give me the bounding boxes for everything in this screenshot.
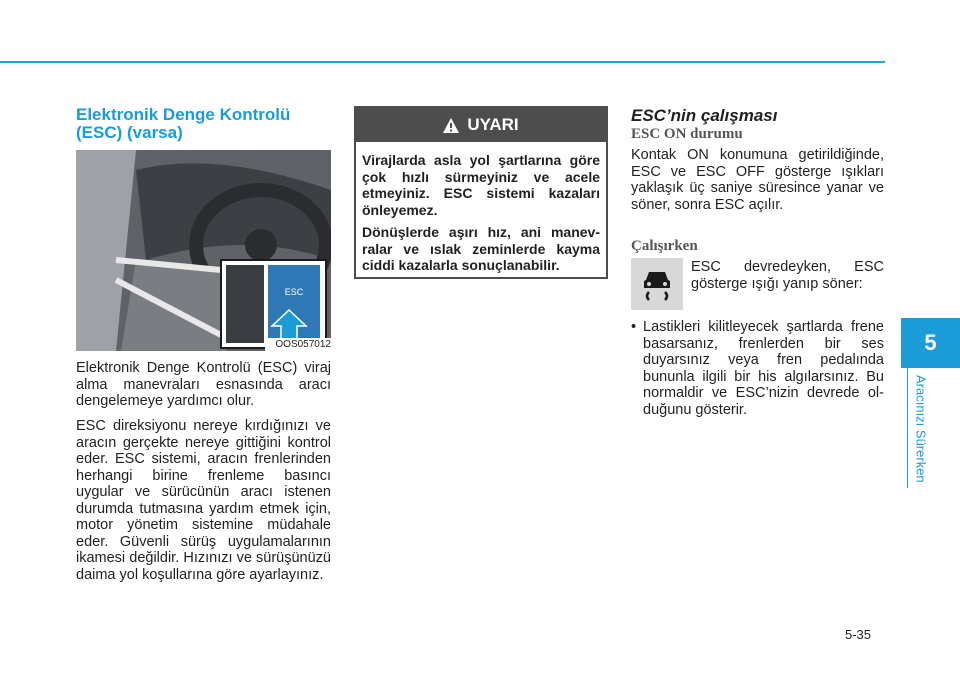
esc-on-paragraph: Kontak ON konumuna getirildiğinde, ESC ve ESC OFF gösterge ışıkları yaklaşık üç saniye süresince yanar ve söner, sonra ESC açılır.	[631, 147, 884, 213]
dashboard-illustration	[76, 150, 331, 351]
image-code: OOS057012	[265, 338, 331, 351]
warning-text-2: Dönüşlerde aşırı hız, ani manevralar ve ıslak zeminlerde kayma ciddi kazalarla sonuçlanabilir.	[362, 224, 600, 273]
operating-subheading: Çalışırken	[631, 238, 698, 254]
operating-paragraph: ESC devredeyken, ESC gösterge ışığı yanıp söner:	[691, 259, 884, 292]
chapter-label: Aracınızı Sürerken	[913, 375, 929, 483]
bullet-dot: •	[631, 319, 637, 335]
esc-on-subheading: ESC ON durumu	[631, 126, 743, 142]
description-paragraph: ESC direksiyonu nereye kırdığınızı ve aracın gerçekte nereye gittiğini kontrol eder. ESC sistemi, aracın frenlerinden herhangi birine frenleme basıncı uygular ve sürücünün aracı istenen durumda tutmasına yardım etmek için, motor yönetim sistemine müdahale eder. Güvenli sürüş uygulamalarının ikamesi değildir. Hızınızı ve sürüşünüzü daima yol koşullarına göre ayarlayınız.	[76, 418, 331, 583]
esc-operation-heading: ESC’nin çalışması	[631, 106, 778, 125]
intro-paragraph: Elektronik Denge Kontrolü (ESC) viraj alma manevraları esnasında aracı dengelemeye yardımcı olur.	[76, 360, 331, 409]
esc-indicator-icon	[631, 258, 683, 310]
side-rule	[907, 368, 908, 488]
section-heading: Elektronik Denge Kontrolü (ESC) (varsa)	[76, 105, 291, 142]
chapter-tab: 5	[901, 318, 960, 368]
page-number: 5-35	[845, 627, 872, 642]
top-rule	[0, 61, 885, 63]
warning-box	[354, 106, 608, 279]
svg-text:ESC: ESC	[284, 287, 304, 297]
warning-header	[356, 108, 606, 142]
bullet-text: Lastikleri kilitleyecek şartlarda frene basarsanız, frenlerden bir ses duyarsınız veya fren pedalında bununla ilgili bir his algılarsınız. Bu normaldir ve ESC’nizin devrede olduğunu gösterir.	[643, 319, 884, 418]
warning-text-1: Virajlarda asla yol şartlarına göre çok hızlı sürmeyiniz ve acele etmeyiniz. ESC sistemi kazaları önleyemez.	[362, 152, 600, 218]
warning-title: UYARI	[467, 115, 519, 134]
dashboard-photo	[76, 150, 331, 351]
warning-triangle-icon	[443, 118, 459, 133]
bullet-item	[631, 319, 884, 418]
